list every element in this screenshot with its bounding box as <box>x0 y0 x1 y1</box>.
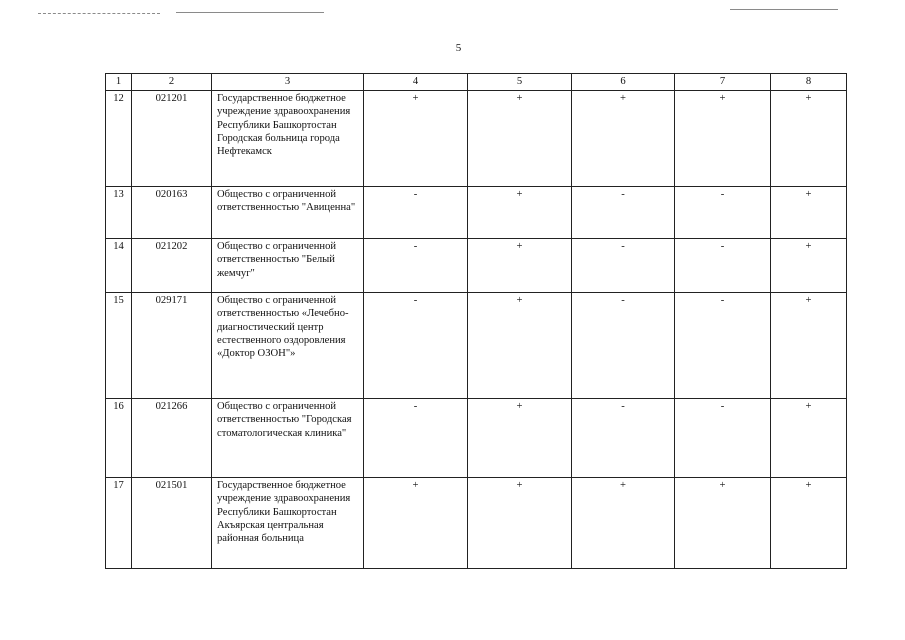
column-header: 5 <box>468 74 572 91</box>
mark-cell: + <box>468 187 572 239</box>
organization-name: Государственное бюджетное учреждение здравоохранения Республики Башкортостан Городская больница города Нефтекамск <box>212 91 364 187</box>
mark-cell: + <box>468 293 572 399</box>
mark-cell: - <box>675 239 771 293</box>
mark-cell: + <box>771 478 847 569</box>
column-header: 6 <box>572 74 675 91</box>
row-number: 12 <box>106 91 132 187</box>
mark-cell: + <box>771 239 847 293</box>
scan-artifact-line <box>730 9 838 10</box>
mark-cell: - <box>572 187 675 239</box>
mark-cell: + <box>468 91 572 187</box>
mark-cell: + <box>771 399 847 478</box>
organization-code: 021501 <box>132 478 212 569</box>
mark-cell: + <box>572 478 675 569</box>
scan-artifact-line <box>38 13 160 14</box>
row-number: 15 <box>106 293 132 399</box>
organization-name: Общество с ограниченной ответственностью «Лечебно-диагностический центр естественного оздоровления «Доктор ОЗОН"» <box>212 293 364 399</box>
organization-name: Общество с ограниченной ответственностью "Городская стоматологическая клиника" <box>212 399 364 478</box>
mark-cell: - <box>364 399 468 478</box>
mark-cell: + <box>572 91 675 187</box>
organization-code: 021202 <box>132 239 212 293</box>
table-row <box>106 478 847 569</box>
table-header-row <box>106 74 847 91</box>
column-header: 8 <box>771 74 847 91</box>
mark-cell: + <box>771 187 847 239</box>
table-row <box>106 91 847 187</box>
mark-cell: + <box>675 91 771 187</box>
organization-code: 029171 <box>132 293 212 399</box>
table-row <box>106 399 847 478</box>
organization-name: Общество с ограниченной ответственностью "Авиценна" <box>212 187 364 239</box>
table-row <box>106 187 847 239</box>
mark-cell: + <box>364 478 468 569</box>
row-number: 14 <box>106 239 132 293</box>
table-row <box>106 293 847 399</box>
column-header: 2 <box>132 74 212 91</box>
organization-name: Общество с ограниченной ответственностью "Белый жемчуг" <box>212 239 364 293</box>
mark-cell: + <box>468 239 572 293</box>
column-header: 1 <box>106 74 132 91</box>
scan-artifact-line <box>176 12 324 13</box>
row-number: 13 <box>106 187 132 239</box>
mark-cell: - <box>572 293 675 399</box>
table-row <box>106 239 847 293</box>
mark-cell: - <box>572 239 675 293</box>
column-header: 3 <box>212 74 364 91</box>
organization-code: 021201 <box>132 91 212 187</box>
column-header: 7 <box>675 74 771 91</box>
organization-code: 020163 <box>132 187 212 239</box>
mark-cell: - <box>675 399 771 478</box>
mark-cell: + <box>771 91 847 187</box>
mark-cell: - <box>364 187 468 239</box>
mark-cell: - <box>364 239 468 293</box>
data-table <box>105 73 847 569</box>
mark-cell: - <box>572 399 675 478</box>
mark-cell: + <box>468 478 572 569</box>
column-header: 4 <box>364 74 468 91</box>
mark-cell: + <box>675 478 771 569</box>
row-number: 17 <box>106 478 132 569</box>
page-number: 5 <box>455 42 462 54</box>
mark-cell: - <box>675 293 771 399</box>
mark-cell: - <box>364 293 468 399</box>
mark-cell: + <box>364 91 468 187</box>
organization-code: 021266 <box>132 399 212 478</box>
row-number: 16 <box>106 399 132 478</box>
organization-name: Государственное бюджетное учреждение здравоохранения Республики Башкортостан Акъярская центральная районная больница <box>212 478 364 569</box>
mark-cell: + <box>771 293 847 399</box>
mark-cell: - <box>675 187 771 239</box>
mark-cell: + <box>468 399 572 478</box>
